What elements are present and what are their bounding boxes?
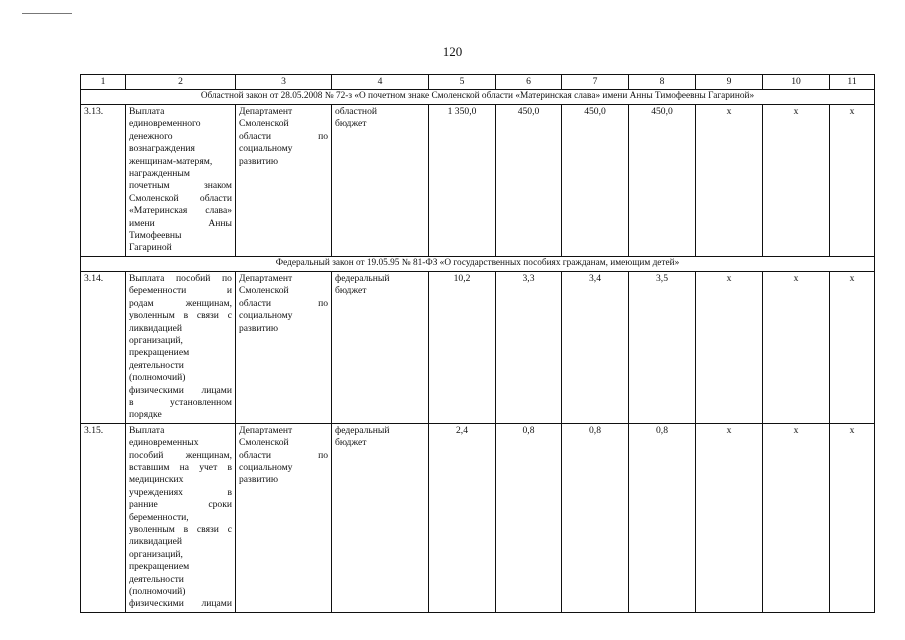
column-number: 6: [496, 75, 562, 90]
column-number: 2: [126, 75, 236, 90]
cell-line: учреждениях в: [129, 486, 232, 498]
cell-line: Смоленской: [239, 118, 289, 130]
cell-line: Департамент: [239, 424, 293, 436]
cell-line: федеральный: [335, 272, 390, 284]
cell-line: Смоленской: [239, 285, 289, 297]
cell-line: физическими лицами: [129, 598, 232, 610]
cell-line: вставшим на учет в: [129, 461, 232, 473]
cell-line: вознаграждения: [129, 143, 195, 155]
row-value: х: [696, 105, 763, 257]
cell-line: (полномочий): [129, 372, 186, 384]
cell-line: пособий женщинам,: [129, 449, 232, 461]
row-funding-source: [332, 423, 429, 612]
cell-line: развитию: [239, 155, 279, 167]
row-value: 450,0: [562, 105, 629, 257]
cell-line: беременности,: [129, 511, 189, 523]
cell-line: Смоленской области: [129, 192, 232, 204]
row-value: х: [696, 423, 763, 612]
column-number: 1: [81, 75, 126, 90]
cell-line: социальному: [239, 310, 293, 322]
section-row: [81, 256, 875, 271]
column-number: 7: [562, 75, 629, 90]
table-row: [81, 271, 875, 423]
cell-line: уволенным в связи с: [129, 524, 232, 535]
cell-line: порядке: [129, 409, 162, 421]
cell-line: областной: [335, 106, 378, 117]
row-value: 450,0: [496, 105, 562, 257]
row-value: х: [830, 271, 875, 423]
cell-line: в установленном: [129, 396, 232, 408]
cell-line: (полномочий): [129, 586, 186, 598]
cell-line: беременности и: [129, 285, 232, 297]
cell-line: Смоленской: [239, 437, 289, 449]
cell-line: ранние сроки: [129, 499, 232, 511]
cell-line: Выплата: [129, 424, 165, 436]
row-value: х: [696, 271, 763, 423]
budget-table: [80, 74, 875, 613]
row-executor: [236, 271, 332, 423]
row-funding-source: [332, 105, 429, 257]
cell-line: ликвидацией: [129, 536, 183, 548]
cell-line: медицинских: [129, 474, 184, 486]
row-name: [126, 271, 236, 423]
row-code: 3.13.: [81, 105, 126, 257]
cell-line: физическими лицами: [129, 384, 232, 396]
cell-line: развитию: [239, 474, 279, 486]
cell-line: «Материнская слава»: [129, 205, 232, 217]
row-value: 3,3: [496, 271, 562, 423]
cell-line: социальному: [239, 461, 293, 473]
row-value: 450,0: [629, 105, 696, 257]
column-number: 4: [332, 75, 429, 90]
section-title: Федеральный закон от 19.05.95 № 81-ФЗ «О государственных пособиях гражданам, имеющим детей»: [81, 256, 875, 271]
cell-line: женщинам-матерям,: [129, 155, 213, 167]
cell-line: прекращением: [129, 561, 190, 573]
cell-line: развитию: [239, 322, 279, 334]
cell-line: организаций,: [129, 334, 183, 346]
column-number: 8: [629, 75, 696, 90]
page-number: 120: [442, 44, 463, 59]
cell-line: родам женщинам,: [129, 297, 232, 309]
cell-line: прекращением: [129, 347, 190, 359]
cell-line: организаций,: [129, 548, 183, 560]
cell-line: бюджет: [335, 437, 367, 449]
cell-line: почетным знаком: [129, 180, 232, 192]
section-title: Областной закон от 28.05.2008 № 72-з «О почетном знаке Смоленской области «Материнская слава» имени Анны Тимофеевны Гагариной»: [81, 90, 875, 105]
row-name: [126, 105, 236, 257]
cell-line: денежного: [129, 130, 173, 142]
row-funding-source: [332, 271, 429, 423]
row-name: [126, 423, 236, 612]
row-value: 1 350,0: [429, 105, 496, 257]
section-row: [81, 90, 875, 105]
cell-line: области по: [239, 130, 328, 142]
scan-mark: [22, 13, 72, 14]
cell-line: деятельности: [129, 573, 184, 585]
column-number-row: [81, 75, 875, 90]
cell-line: ликвидацией: [129, 322, 183, 334]
column-number: 11: [830, 75, 875, 90]
cell-line: Департамент: [239, 106, 293, 117]
row-value: 10,2: [429, 271, 496, 423]
cell-line: единовременных: [129, 437, 199, 449]
cell-line: федеральный: [335, 424, 390, 436]
cell-line: социальному: [239, 143, 293, 155]
row-value: х: [830, 423, 875, 612]
row-executor: [236, 423, 332, 612]
column-number: 3: [236, 75, 332, 90]
table-row: [81, 423, 875, 612]
row-value: 0,8: [629, 423, 696, 612]
row-value: х: [763, 105, 830, 257]
row-code: 3.14.: [81, 271, 126, 423]
row-value: 3,4: [562, 271, 629, 423]
cell-line: Тимофеевны: [129, 230, 182, 242]
row-executor: [236, 105, 332, 257]
cell-line: бюджет: [335, 285, 367, 297]
row-value: 0,8: [562, 423, 629, 612]
cell-line: деятельности: [129, 359, 184, 371]
cell-line: Выплата: [129, 106, 165, 117]
cell-line: Выплата пособий по: [129, 272, 232, 284]
row-value: 0,8: [496, 423, 562, 612]
row-value: 3,5: [629, 271, 696, 423]
cell-line: области по: [239, 297, 328, 309]
cell-line: имени Анны: [129, 217, 232, 229]
column-number: 5: [429, 75, 496, 90]
cell-line: области по: [239, 449, 328, 461]
row-value: х: [830, 105, 875, 257]
cell-line: единовременного: [129, 118, 201, 130]
table-row: [81, 105, 875, 257]
column-number: 9: [696, 75, 763, 90]
cell-line: награжденным: [129, 168, 190, 180]
row-value: х: [763, 423, 830, 612]
column-number: 10: [763, 75, 830, 90]
row-value: 2,4: [429, 423, 496, 612]
cell-line: Департамент: [239, 272, 293, 284]
cell-line: Гагариной: [129, 242, 172, 254]
row-code: 3.15.: [81, 423, 126, 612]
cell-line: уволенным в связи с: [129, 310, 232, 322]
row-value: х: [763, 271, 830, 423]
cell-line: бюджет: [335, 118, 367, 130]
